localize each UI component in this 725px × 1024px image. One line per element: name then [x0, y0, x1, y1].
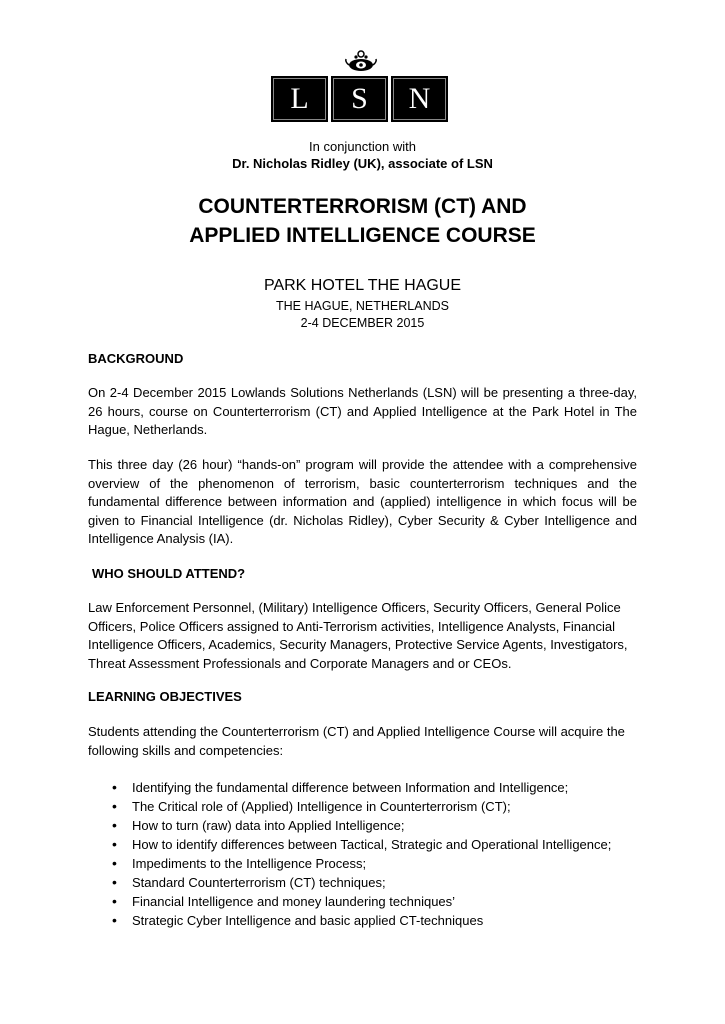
background-heading: BACKGROUND — [88, 351, 184, 366]
list-item: • Impediments to the Intelligence Process; — [112, 854, 611, 873]
logo-letter-s: S — [331, 76, 388, 122]
course-title-line-1: COUNTERTERRORISM (CT) AND — [198, 195, 527, 218]
background-paragraph-1: On 2-4 December 2015 Lowlands Solutions Netherlands (LSN) will be presenting a three-day, 26 hours, course on Counterterrorism (CT) and Applied Intelligence at the Park Hotel in The Hague, Netherlands. — [88, 385, 637, 438]
crest-icon — [343, 50, 379, 74]
course-dates: 2-4 DECEMBER 2015 — [300, 316, 425, 330]
learning-objectives-intro: Students attending the Counterterrorism (CT) and Applied Intelligence Course will acquire the following skills and competencies: — [88, 724, 625, 758]
course-title-line-2: APPLIED INTELLIGENCE COURSE — [189, 224, 536, 247]
venue-name: PARK HOTEL THE HAGUE — [263, 277, 462, 294]
who-should-attend-paragraph: Law Enforcement Personnel, (Military) Intelligence Officers, Security Officers, General Police Officers, Police Officers assigned to Anti-Terrorism activities, Intelligence Analysts, Financial Intelligence Officers, Academics, Security Managers, Protective Service Agents, Investigators, Threat Assessment Professionals and Corporate Managers and or CEOs. — [88, 600, 628, 671]
logo-letters — [271, 76, 448, 122]
venue-city: THE HAGUE, NETHERLANDS — [276, 299, 449, 313]
list-item: • How to identify differences between Tactical, Strategic and Operational Intelligence; — [112, 835, 611, 854]
logo-letter-n: N — [391, 76, 448, 122]
list-item: • Identifying the fundamental difference between Information and Intelligence; — [112, 778, 611, 797]
list-item: • Standard Counterterrorism (CT) techniques; — [112, 873, 611, 892]
associate-text: Dr. Nicholas Ridley (UK), associate of LSN — [232, 156, 493, 171]
list-item: • Financial Intelligence and money laundering techniques’ — [112, 892, 611, 911]
background-paragraph-2: This three day (26 hour) “hands-on” program will provide the attendee with a comprehensive overview of the phenomenon of terrorism, basic counterterrorism techniques and the fundamental difference between information and (applied) intelligence in which focus will be given to Financial Intelligence (dr. Nicholas Ridley), Cyber Security & Cyber Intelligence and Intelligence Analysis (IA). — [88, 457, 637, 547]
logo-letter-l: L — [271, 76, 328, 122]
list-item: • Strategic Cyber Intelligence and basic applied CT-techniques — [112, 911, 611, 930]
list-item: • How to turn (raw) data into Applied Intelligence; — [112, 816, 611, 835]
objectives-list — [112, 778, 611, 930]
learning-objectives-heading: LEARNING OBJECTIVES — [88, 689, 242, 704]
lsn-logo — [271, 50, 451, 124]
conjunction-text: In conjunction with — [309, 139, 416, 154]
who-should-attend-heading: WHO SHOULD ATTEND? — [92, 566, 246, 581]
list-item: • The Critical role of (Applied) Intelligence in Counterterrorism (CT); — [112, 797, 611, 816]
